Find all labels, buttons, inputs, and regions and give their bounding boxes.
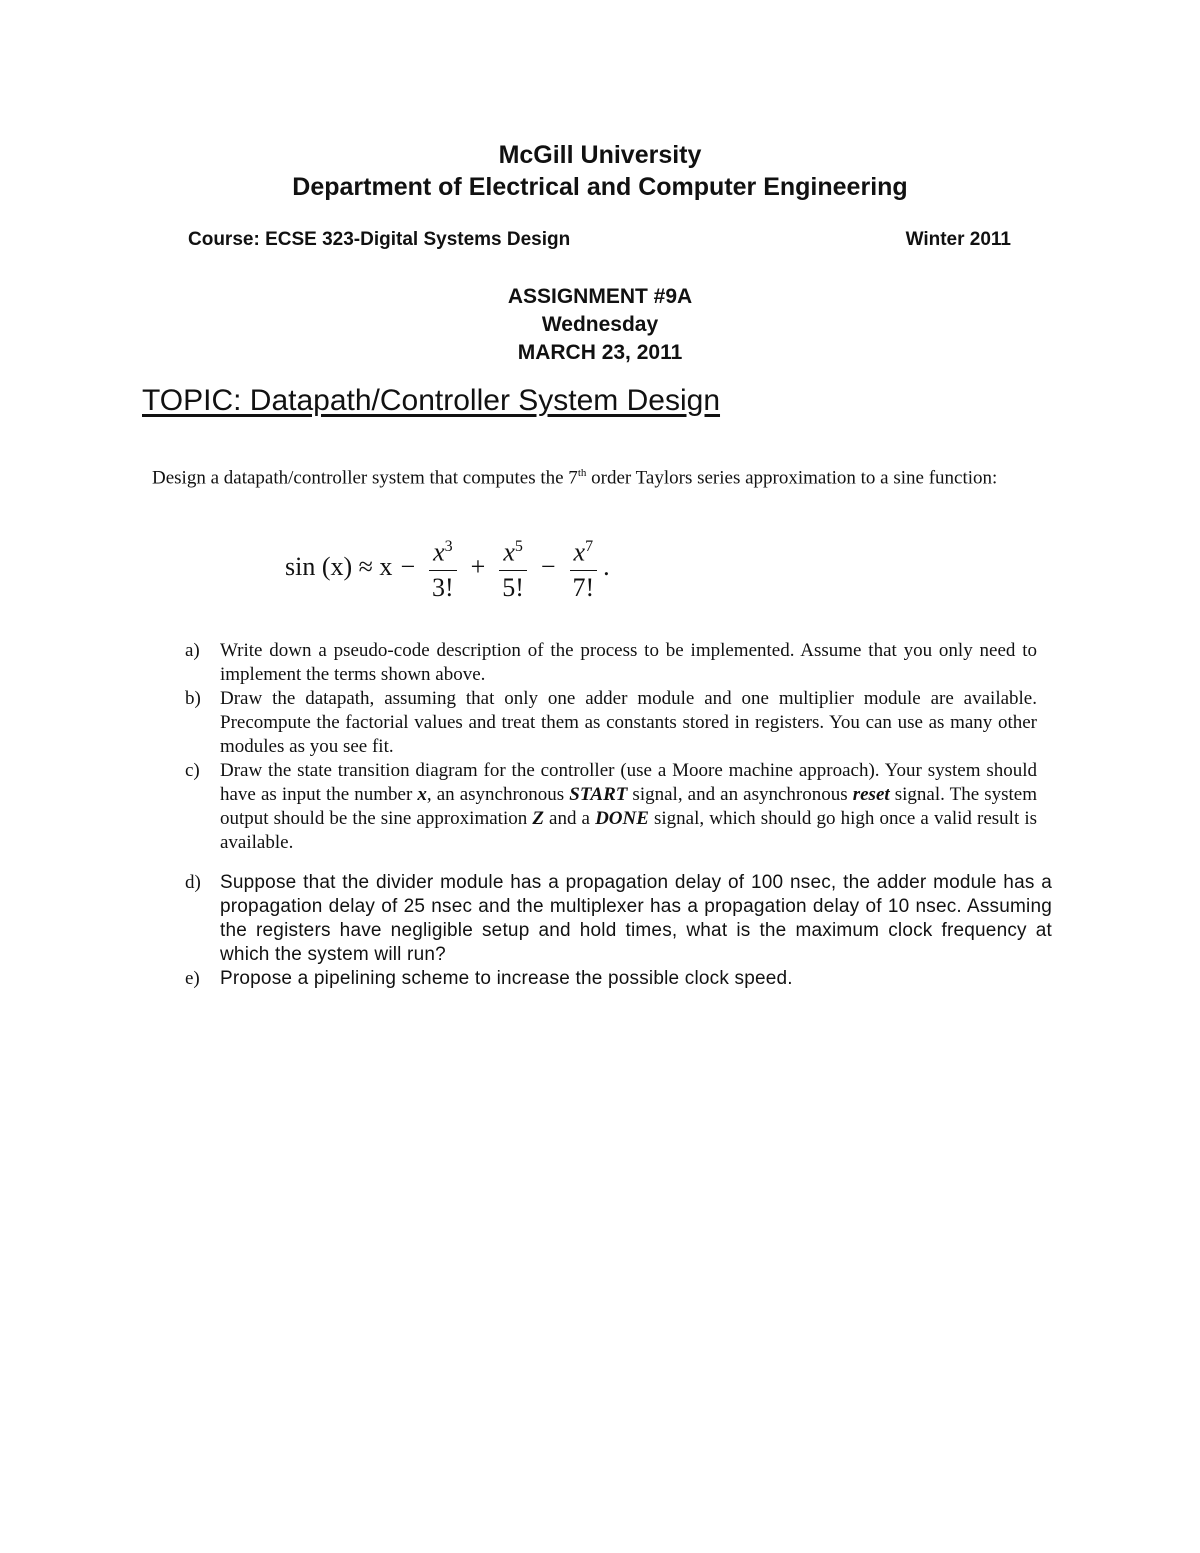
question-c-part-1: Draw the state transition diagram for the controller (use a Moore machine approach). Your system should have as input the number bbox=[220, 760, 1037, 805]
question-c-part-5: and a bbox=[543, 808, 596, 829]
question-d-text: Suppose that the divider module has a propagation delay of 100 nsec, the adder module has a propagation delay of 25 nsec and the multiplexer has a propagation delay of 10 nsec. Assuming the registers have negligible setup and hold times, what is the maximum clock frequency at which the system will run? bbox=[220, 872, 1052, 965]
question-e-text: Propose a pipelining scheme to increase the possible clock speed. bbox=[220, 968, 793, 989]
topic-heading: TOPIC: Datapath/Controller System Design bbox=[142, 384, 721, 417]
term-7-base: x bbox=[573, 537, 586, 567]
department-name: Department of Electrical and Computer Engineering bbox=[292, 173, 908, 201]
question-b-text: Draw the datapath, assuming that only one adder module and one multiplier module are available. Precompute the factorial values and treat them as constants stored in registers. You can use as many other modules as you see fit. bbox=[220, 688, 1037, 757]
assignment-date: MARCH 23, 2011 bbox=[517, 341, 683, 364]
university-name: McGill University bbox=[498, 141, 702, 169]
assignment-block bbox=[0, 283, 1200, 367]
formula-term-3 bbox=[429, 532, 457, 603]
question-e-marker: e) bbox=[185, 968, 200, 989]
signal-done: DONE bbox=[595, 808, 649, 829]
question-d-marker: d) bbox=[185, 872, 201, 893]
course-title: Course: ECSE 323-Digital Systems Design bbox=[188, 229, 571, 250]
formula-lhs: sin (x) ≈ x bbox=[285, 552, 393, 582]
formula-term-5 bbox=[499, 532, 527, 603]
term-5-base: x bbox=[503, 537, 515, 567]
question-list-abc bbox=[185, 639, 1037, 855]
intro-superscript: th bbox=[577, 467, 587, 479]
question-c-text bbox=[220, 759, 1037, 855]
intro-paragraph bbox=[152, 461, 1036, 490]
intro-text-b: order Taylors series approximation to a sine function: bbox=[586, 467, 998, 489]
question-b bbox=[185, 687, 1037, 759]
formula-minus-1: − bbox=[400, 552, 416, 582]
term-5-exp: 5 bbox=[514, 538, 523, 555]
term-5-den: 5! bbox=[502, 572, 524, 602]
term-7-exp: 7 bbox=[585, 538, 594, 555]
question-list-de bbox=[185, 871, 1052, 991]
question-c-part-6: signal, which should go high once a valid result is available. bbox=[220, 808, 1037, 853]
term-3-exp: 3 bbox=[444, 538, 453, 555]
taylor-formula bbox=[285, 532, 610, 603]
question-a bbox=[185, 639, 1037, 687]
term: Winter 2011 bbox=[905, 229, 1011, 250]
formula-term-7 bbox=[570, 532, 598, 603]
question-c-part-2: , an asynchronous bbox=[426, 784, 570, 805]
question-d bbox=[185, 871, 1052, 967]
assignment-day: Wednesday bbox=[541, 313, 659, 336]
formula-minus-2: − bbox=[540, 552, 556, 582]
question-c bbox=[185, 759, 1037, 855]
assignment-title: ASSIGNMENT #9A bbox=[507, 285, 693, 308]
signal-start: START bbox=[569, 784, 628, 805]
question-c-part-3: signal, and an asynchronous bbox=[627, 784, 853, 805]
term-3-base: x bbox=[433, 537, 445, 567]
formula-plus: + bbox=[470, 552, 486, 582]
term-7-den: 7! bbox=[572, 572, 595, 602]
signal-reset: reset bbox=[852, 784, 890, 805]
question-b-marker: b) bbox=[185, 688, 201, 709]
formula-end: . bbox=[603, 552, 610, 582]
question-c-part-4: signal. The system output should be the sine approximation bbox=[220, 784, 1037, 829]
question-a-marker: a) bbox=[185, 640, 200, 661]
intro-text-a: Design a datapath/controller system that computes the 7 bbox=[152, 467, 578, 489]
question-a-text: Write down a pseudo-code description of the process to be implemented. Assume that you only need to implement the terms shown above. bbox=[220, 640, 1037, 685]
output-z: Z bbox=[532, 808, 544, 829]
question-c-marker: c) bbox=[185, 760, 200, 781]
term-3-den: 3! bbox=[432, 572, 454, 602]
question-e bbox=[185, 967, 1052, 991]
var-x: x bbox=[417, 784, 427, 805]
